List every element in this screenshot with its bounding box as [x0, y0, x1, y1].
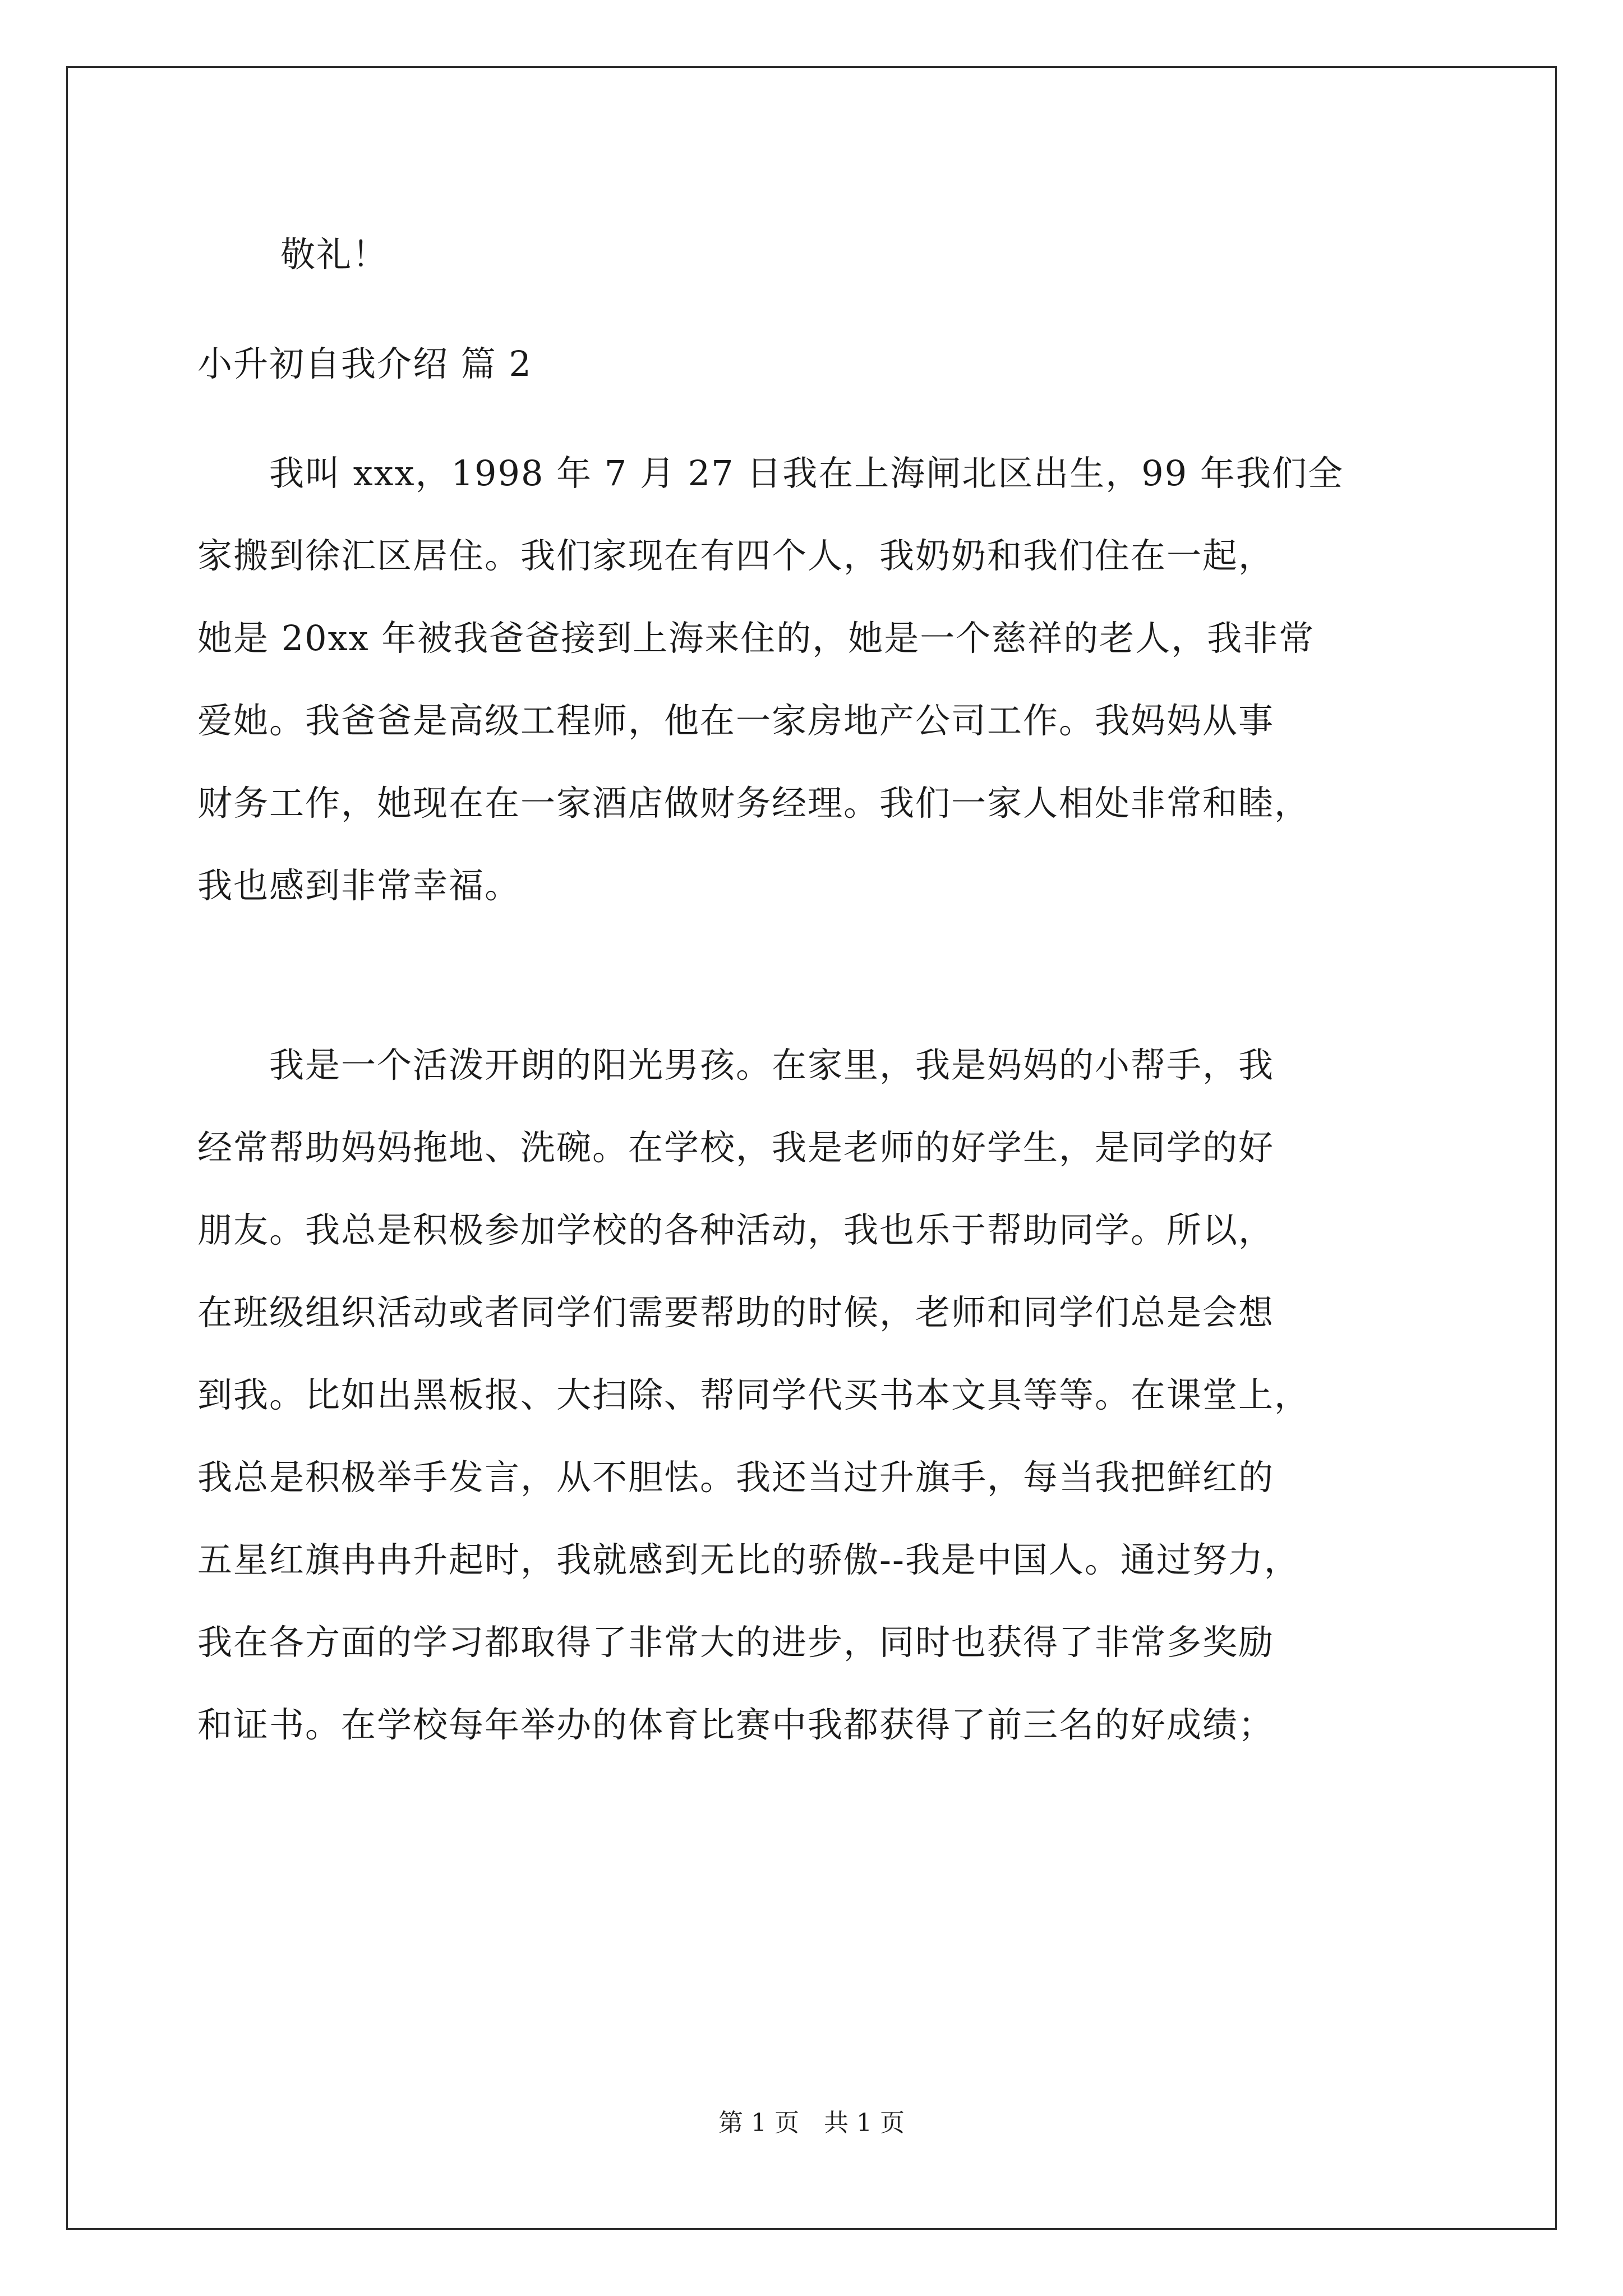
paragraph-line: 财务工作，她现在在一家酒店做财务经理。我们一家人相处非常和睦，	[197, 783, 1311, 823]
paragraph-line: 我是一个活泼开朗的阳光男孩。在家里，我是妈妈的小帮手，我	[197, 1045, 1275, 1085]
section-heading: 小升初自我介绍 篇 2	[197, 343, 532, 384]
paragraph-line: 爱她。我爸爸是高级工程师，他在一家房地产公司工作。我妈妈从事	[197, 700, 1275, 741]
paragraph-line: 在班级组织活动或者同学们需要帮助的时候，老师和同学们总是会想	[197, 1292, 1275, 1333]
paragraph-line: 我叫 xxx，1998 年 7 月 27 日我在上海闸北区出生，99 年我们全	[197, 453, 1344, 494]
paragraph-line: 家搬到徐汇区居住。我们家现在有四个人，我奶奶和我们住在一起，	[197, 535, 1275, 576]
paragraph-line: 她是 20xx 年被我爸爸接到上海来住的，她是一个慈祥的老人，我非常	[197, 618, 1315, 659]
paragraph-line: 到我。比如出黑板报、大扫除、帮同学代买书本文具等等。在课堂上，	[197, 1374, 1311, 1415]
page-footer: 第 1 页 共 1 页	[718, 2109, 905, 2137]
paragraph-1	[197, 432, 1431, 927]
paragraph-line: 朋友。我总是积极参加学校的各种活动，我也乐于帮助同学。所以，	[197, 1209, 1275, 1250]
paragraph-2	[197, 1024, 1431, 1766]
paragraph-line: 五星红旗冉冉升起时，我就感到无比的骄傲--我是中国人。通过努力，	[197, 1539, 1300, 1580]
closing-salutation: 敬礼！	[280, 234, 389, 275]
paragraph-line: 和证书。在学校每年举办的体育比赛中我都获得了前三名的好成绩；	[197, 1704, 1275, 1745]
paragraph-line: 经常帮助妈妈拖地、洗碗。在学校，我是老师的好学生，是同学的好	[197, 1127, 1275, 1168]
paragraph-line: 我总是积极举手发言，从不胆怯。我还当过升旗手，每当我把鲜红的	[197, 1457, 1275, 1498]
paragraph-line: 我也感到非常幸福。	[197, 865, 521, 906]
paragraph-line: 我在各方面的学习都取得了非常大的进步，同时也获得了非常多奖励	[197, 1622, 1275, 1663]
